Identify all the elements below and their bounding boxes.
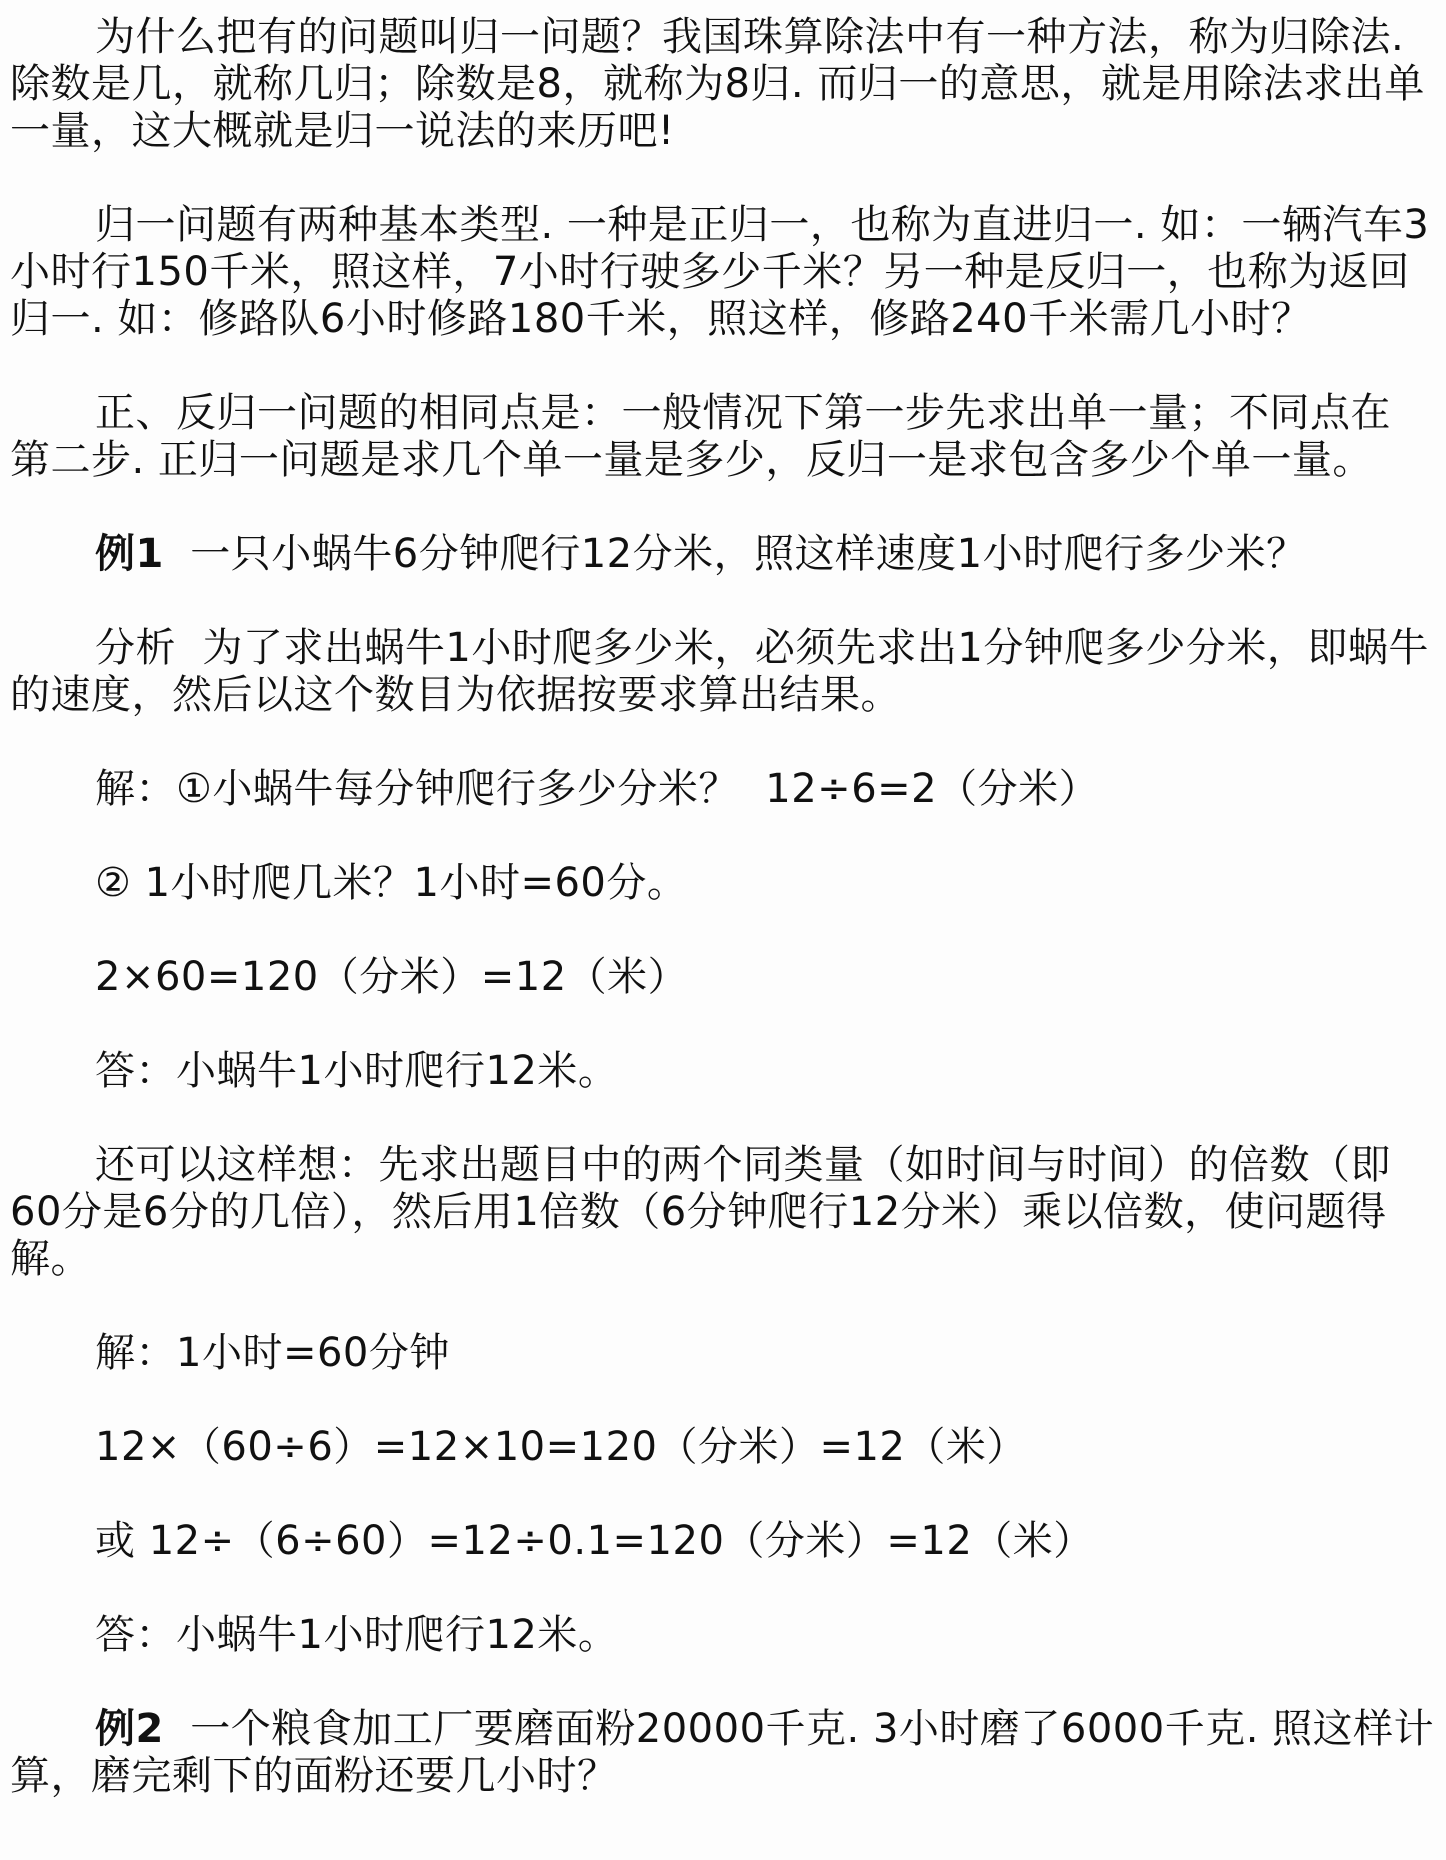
text-line: 60分是6分的几倍），然后用1倍数（6分钟爬行12分米）乘以倍数，使问题得 xyxy=(10,1189,1387,1235)
text-line: 除数是几，就称几归；除数是8，就称为8归. 而归一的意思，就是用除法求出单 xyxy=(10,61,1425,107)
text-line: 为什么把有的问题叫归一问题？我国珠算除法中有一种方法，称为归除法. xyxy=(95,14,1405,60)
text-line: 算，磨完剩下的面粉还要几小时？ xyxy=(10,1753,618,1799)
solution-step2-line xyxy=(10,860,1420,907)
example2-text: 一个粮食加工厂要磨面粉20000千克. 3小时磨了6000千克. 照这样计 xyxy=(163,1706,1435,1752)
text-line: 或 12÷（6÷60）=12÷0.1=120（分米）=12（米） xyxy=(95,1518,1094,1564)
text-line: 第二步. 正归一问题是求几个单一量是多少，反归一是求包含多少个单一量。 xyxy=(10,437,1373,483)
example2-label: 例2 xyxy=(95,1706,164,1752)
text-line: 12×（60÷6）=12×10=120（分米）=12（米） xyxy=(95,1424,1027,1470)
example1-label: 例1 xyxy=(95,531,164,577)
text-line: 解：1小时=60分钟 xyxy=(95,1330,450,1376)
text-line: 的速度，然后以这个数目为依据按要求算出结果。 xyxy=(10,672,901,718)
text-line: ② 1小时爬几米？1小时=60分。 xyxy=(95,860,688,906)
solution-step1-line xyxy=(10,766,1420,813)
example2-problem xyxy=(10,1706,1435,1800)
example1-text: 一只小蜗牛6分钟爬行12分米，照这样速度1小时爬行多少米？ xyxy=(163,531,1307,577)
text-line: 分析 为了求出蜗牛1小时爬多少米，必须先求出1分钟爬多少分米，即蜗牛 xyxy=(95,625,1429,671)
text-line: 解：①小蜗牛每分钟爬行多少分米？ 12÷6=2（分米） xyxy=(95,766,1100,812)
text-line: 2×60=120（分米）=12（米） xyxy=(95,954,689,1000)
para-two-basic-types xyxy=(10,202,1430,343)
para-same-and-different-points xyxy=(10,390,1420,484)
example1-problem xyxy=(10,531,1420,578)
text-line: 正、反归一问题的相同点是：一般情况下第一步先求出单一量；不同点在 xyxy=(95,390,1391,436)
text-line: 答：小蜗牛1小时爬行12米。 xyxy=(95,1048,619,1094)
para-analysis xyxy=(10,625,1429,719)
answer-line-1 xyxy=(10,1048,1420,1095)
text-line: 答：小蜗牛1小时爬行12米。 xyxy=(95,1612,619,1658)
answer-line-2 xyxy=(10,1612,1420,1659)
text-line: 归一. 如：修路队6小时修路180千米，照这样，修路240千米需几小时？ xyxy=(10,296,1312,342)
para-origin-of-guiyi xyxy=(10,14,1425,155)
text-line xyxy=(10,531,1420,578)
text-line: 小时行150千米，照这样，7小时行驶多少千米？另一种是反归一，也称为返回 xyxy=(10,249,1410,295)
calculation-line-1 xyxy=(10,954,1420,1001)
text-line: 解。 xyxy=(10,1236,91,1282)
calculation-line-3 xyxy=(10,1518,1420,1565)
solution2-line xyxy=(10,1330,1420,1377)
text-line: 一量，这大概就是归一说法的来历吧! xyxy=(10,108,675,154)
text-line: 还可以这样想：先求出题目中的两个同类量（如时间与时间）的倍数（即 xyxy=(95,1142,1391,1188)
calculation-line-2 xyxy=(10,1424,1420,1471)
text-line xyxy=(10,1706,1435,1753)
text-line: 归一问题有两种基本类型. 一种是正归一，也称为直进归一. 如：一辆汽车3 xyxy=(95,202,1430,248)
para-alternative-method xyxy=(10,1142,1420,1283)
